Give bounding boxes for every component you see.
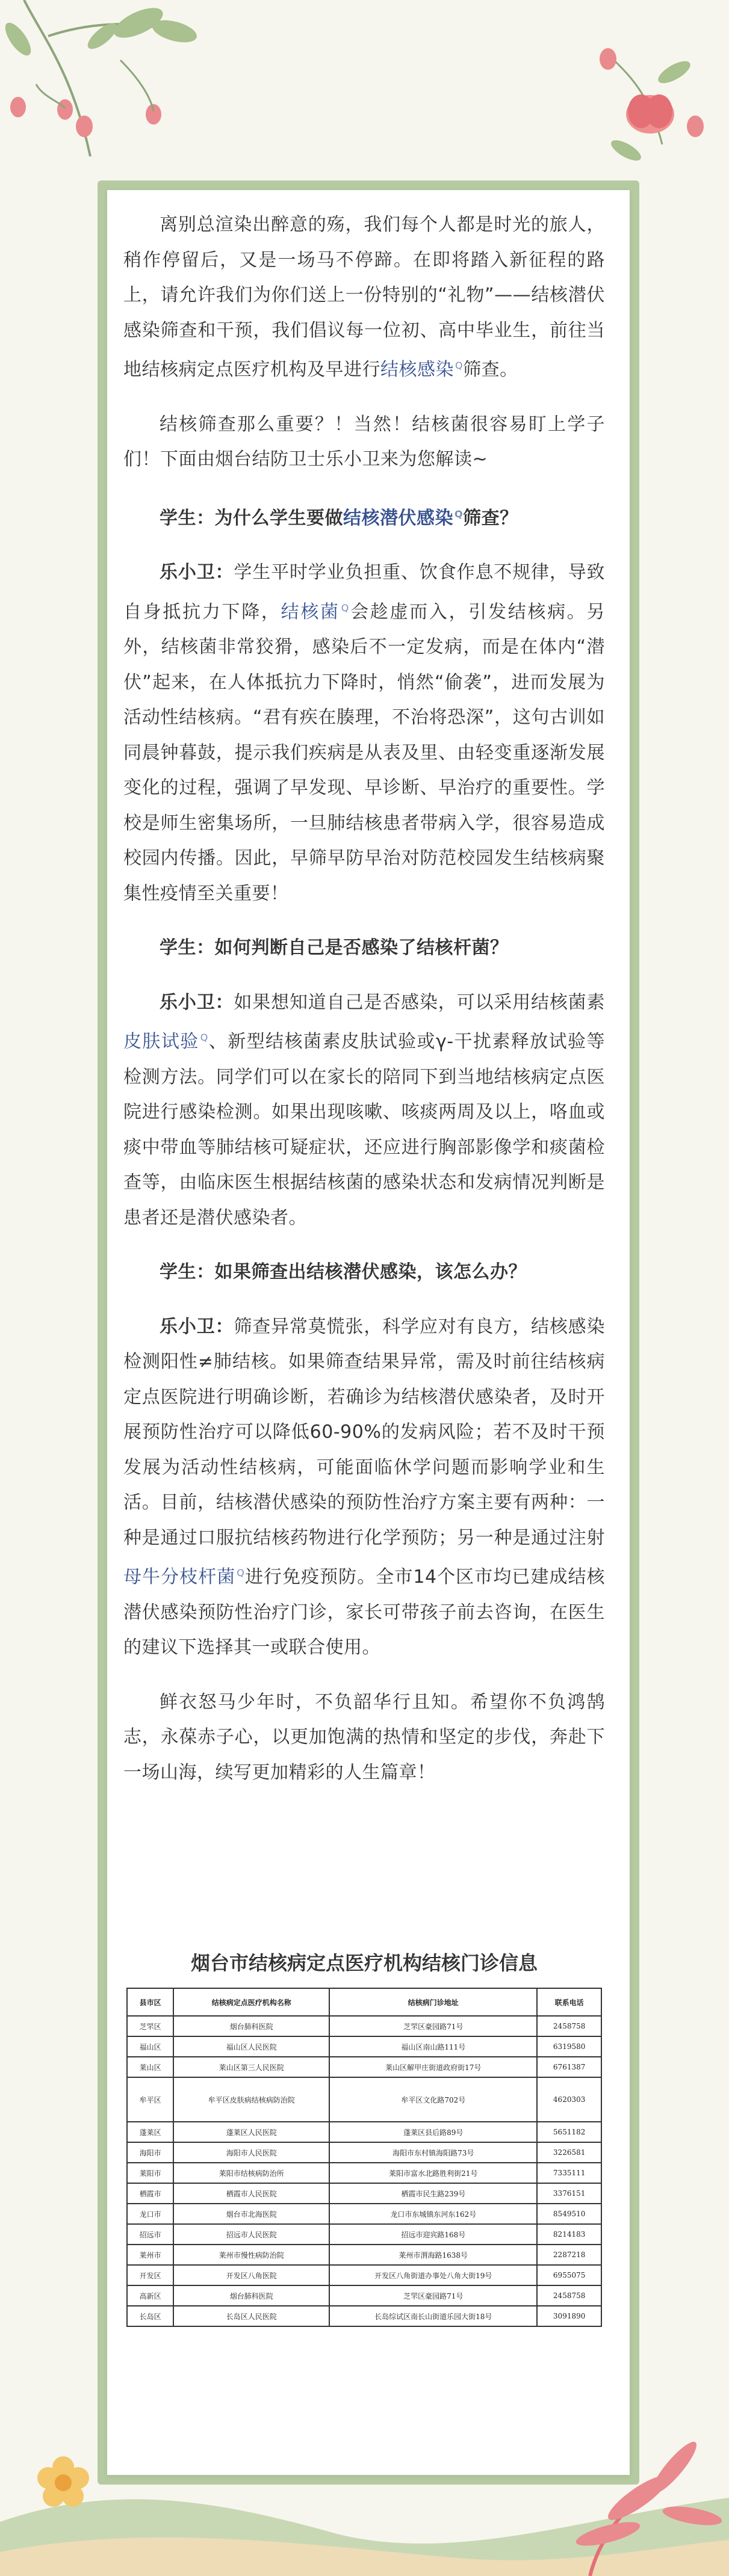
bottom-scenery-icon bbox=[0, 2426, 729, 2576]
question-1: 学生：为什么学生要做结核潜伏感染 $^Q$筛查？ bbox=[160, 507, 518, 529]
why-paragraph: 结核筛查那么重要？！当然！结核菌很容易盯上学子们！下面由烟台结防卫士乐小卫来为您解读~ bbox=[123, 413, 605, 470]
search-icon[interactable]: Q bbox=[200, 1032, 208, 1043]
intro-tail: 筛查。 bbox=[463, 359, 518, 380]
table-row: 栖霞市 栖霞市人民医院 栖霞市民生路239号 3376151 bbox=[127, 2183, 601, 2204]
search-icon[interactable]: Q bbox=[341, 602, 349, 614]
header-district: 县市区 bbox=[127, 1988, 173, 2016]
header-institution: 结核病定点医疗机构名称 bbox=[173, 1988, 329, 2016]
answer-2: 乐小卫：如果想知道自己是否感染，可以采用结核菌素皮肤试验 $^Q$、新型结核菌素皮肤试验或γ-干扰素释放试验等检测方法。同学们可以在家长的陪同下到当地结核病定点医院进行感染检测。如果出现咳嗽、咳痰两周及以上，咯血或痰中带血等肺结核可疑症状，还应进行胸部影像学和痰菌检查等，由临床医生根据结核菌的感染状态和发病情况判断是患者还是潜伏感染者。 bbox=[123, 991, 606, 1228]
speaker-label: 乐小卫： bbox=[160, 991, 234, 1013]
table-row: 牟平区 牟平区皮肤病结核病防治院 牟平区文化路702号 4620303 bbox=[127, 2077, 601, 2122]
clinic-table bbox=[126, 1988, 602, 2327]
table-row: 莱阳市 莱阳市结核病防治所 莱阳市富水北路胜利街21号 7335111 bbox=[127, 2163, 601, 2183]
link-mycobacterium-vaccae[interactable]: 母牛分枝杆菌 bbox=[123, 1567, 236, 1588]
table-row: 龙口市 烟台市北海医院 龙口市东城镇东河东162号 8549510 bbox=[127, 2204, 601, 2224]
table-row: 芝罘区 烟台肺科医院 芝罘区豪园路71号 2458758 bbox=[127, 2016, 601, 2036]
closing-paragraph: 鲜衣怒马少年时，不负韶华行且知。希望你不负鸿鹄志，永葆赤子心，以更加饱满的热情和坚定的步伐，奔赴下一场山海，续写更加精彩的人生篇章！ bbox=[123, 1691, 605, 1783]
link-tb-infection[interactable]: 结核感染 bbox=[380, 359, 454, 380]
speaker-label: 乐小卫： bbox=[160, 1316, 234, 1337]
intro-text: 离别总渲染出醉意的殇，我们每个人都是时光的旅人，稍作停留后，又是一场马不停蹄。在即将踏入新征程的路上，请允许我们为你们送上一份特别的“礼物”——结核潜伏感染筛查和干预，我们倡议每一位初、高中毕业生，前往当地结核病定点医疗机构及早进行 bbox=[123, 214, 605, 380]
answer-3: 乐小卫：筛查异常莫慌张，科学应对有良方，结核感染检测阳性≠肺结核。如果筛查结果异常，需及时前往结核病定点医院进行明确诊断，若确诊为结核潜伏感染者，及时开展预防性治疗可以降低60-90%的发病风险；若不及时干预发展为活动性结核病，可能面临休学问题而影响学业和生活。目前，结核潜伏感染的预防性治疗方案主要有两种：一种是通过口服抗结核药物进行化学预防；另一种是通过注射母牛分枝杆菌 $^Q$进行免疫预防。全市14个区市均已建成结核潜伏感染预防性治疗门诊，家长可带孩子前去咨询，在医生的建议下选择其一或联合使用。 bbox=[123, 1316, 606, 1658]
link-skin-test[interactable]: 皮肤试验 bbox=[123, 1031, 199, 1052]
search-icon[interactable]: Q bbox=[454, 508, 464, 520]
flower-top-right-icon bbox=[578, 36, 729, 193]
answer-1: 乐小卫：学生平时学业负担重、饮食作息不规律，导致自身抵抗力下降，结核菌 $^Q$会趁虚而入，引发结核病。另外，结核菌非常狡猾，感染后不一定发病，而是在体内“潜伏”起来，在人体抵抗力下降时，悄然“偷袭”，进而发展为活动性结核病。“君有疾在腠理，不治将恐深”，这句古训如同晨钟暮鼓，提示我们疾病是从表及里、由轻变重逐渐发展变化的过程，强调了早发现、早诊断、早治疗的重要性。学校是师生密集场所，一旦肺结核患者带病入学，很容易造成校园内传播。因此，早筛早防早治对防范校园发生结核病聚集性疫情至关重要！ bbox=[123, 562, 606, 904]
search-icon[interactable]: Q bbox=[455, 360, 464, 371]
question-3: 学生：如果筛查出结核潜伏感染，该怎么办？ bbox=[160, 1262, 527, 1283]
table-header-row bbox=[127, 1988, 601, 2016]
header-phone: 联系电话 bbox=[537, 1988, 601, 2016]
table-row: 开发区 开发区八角医院 开发区八角街道办事处八角大街19号 6955075 bbox=[127, 2265, 601, 2285]
speaker-label: 乐小卫： bbox=[160, 562, 234, 583]
table-title: 烟台市结核病定点医疗机构结核门诊信息 bbox=[190, 1952, 538, 1974]
link-tb-bacteria[interactable]: 结核菌 bbox=[281, 601, 340, 623]
table-row: 莱山区 莱山区第三人民医院 莱山区解甲庄街道政府街17号 6761387 bbox=[127, 2057, 601, 2077]
table-row: 福山区 福山区人民医院 福山区南山路111号 6319580 bbox=[127, 2036, 601, 2057]
intro-paragraph bbox=[123, 208, 605, 388]
table-row: 招远市 招远市人民医院 招远市迎宾路168号 8214183 bbox=[127, 2224, 601, 2245]
table-row: 海阳市 海阳市人民医院 海阳市东村镇海阳路73号 3226581 bbox=[127, 2142, 601, 2163]
link-latent-infection[interactable]: 结核潜伏感染 bbox=[343, 507, 453, 529]
question-2: 学生：如何判断自己是否感染了结核杆菌？ bbox=[160, 937, 509, 958]
article-body bbox=[123, 208, 605, 1810]
table-row: 莱州市 莱州市慢性病防治院 莱州市渭海路1638号 2287218 bbox=[127, 2245, 601, 2265]
header-address: 结核病门诊地址 bbox=[329, 1988, 537, 2016]
table-row: 蓬莱区 蓬莱区人民医院 蓬莱区县后路89号 5651182 bbox=[127, 2122, 601, 2142]
floral-branch-top-left-icon bbox=[0, 0, 217, 180]
table-row: 长岛区 长岛区人民医院 长岛综试区南长山街道乐园大街18号 3091890 bbox=[127, 2306, 601, 2326]
table-row: 高新区 烟台肺科医院 芝罘区豪园路71号 2458758 bbox=[127, 2285, 601, 2306]
search-icon[interactable]: Q bbox=[237, 1567, 245, 1579]
